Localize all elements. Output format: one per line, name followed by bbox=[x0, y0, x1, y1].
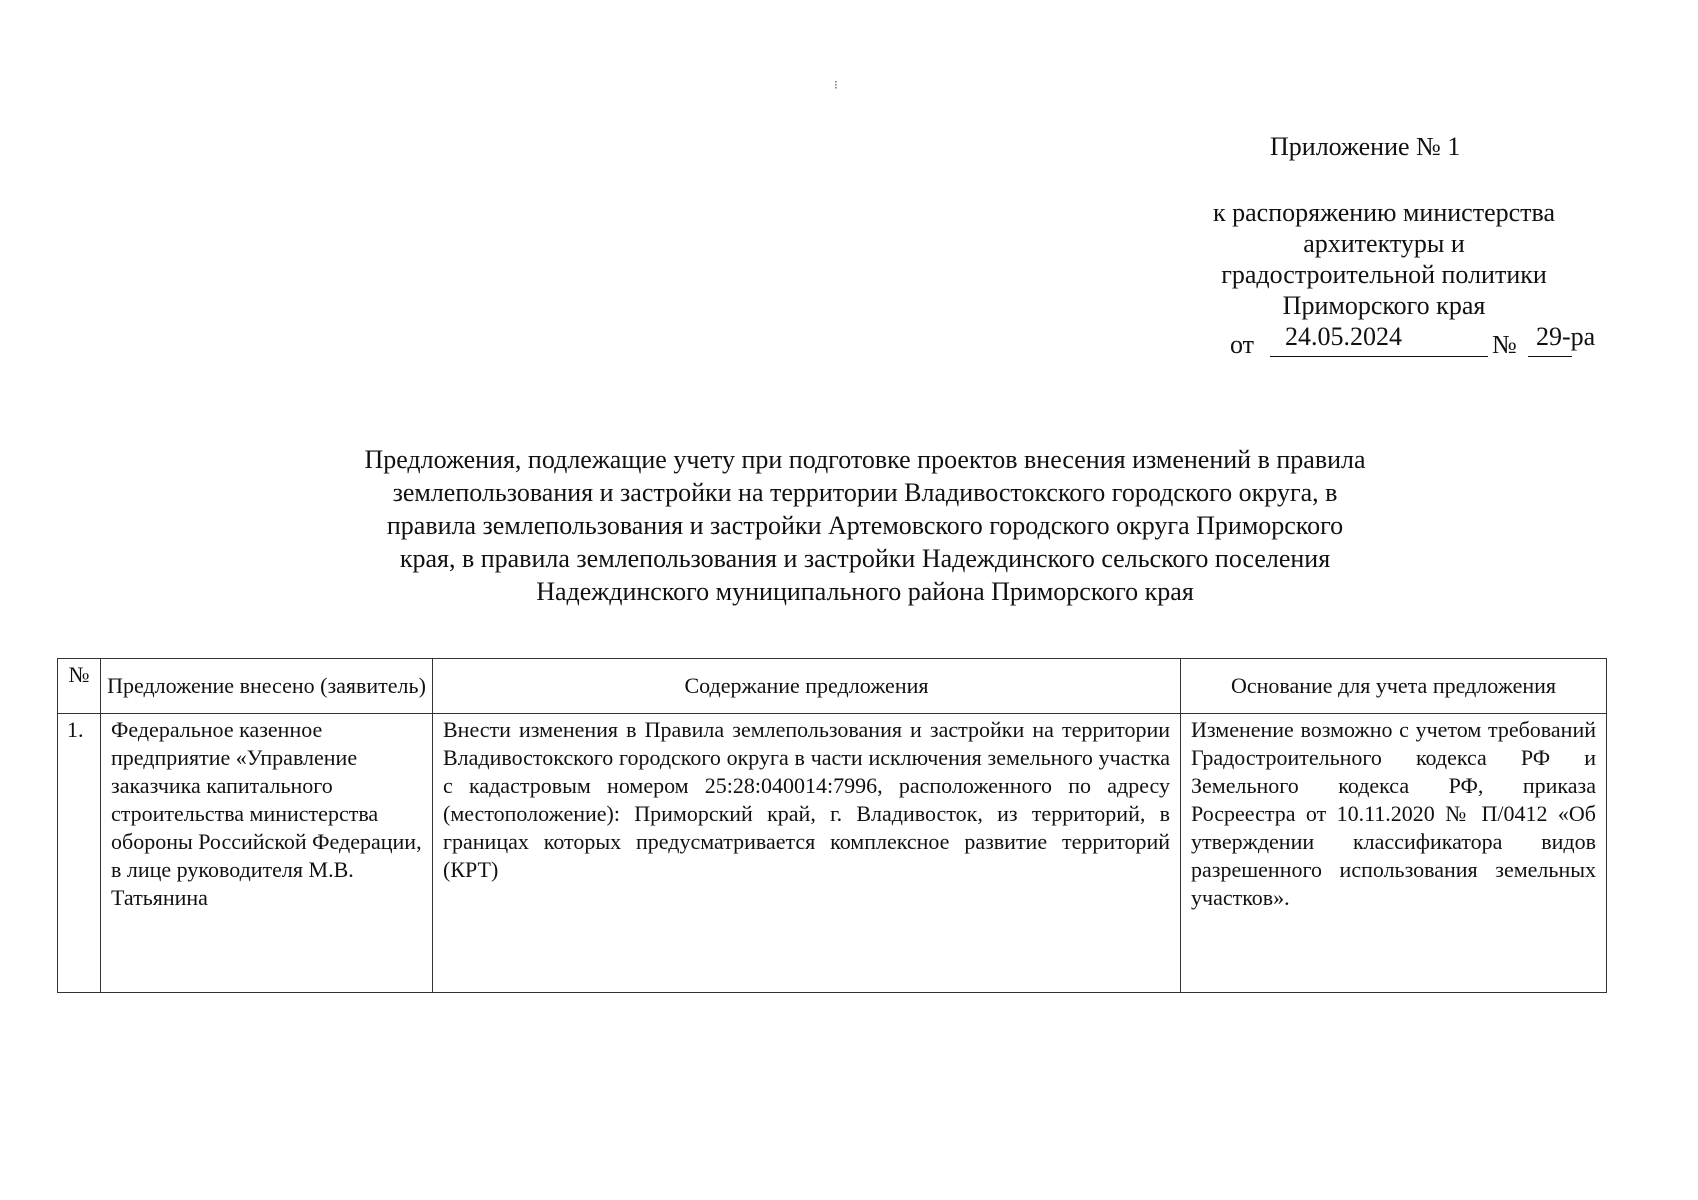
title-line: Надеждинского муниципального района Приморского края bbox=[536, 577, 1194, 606]
document-title bbox=[250, 443, 1480, 608]
title-line: края, в правила землепользования и застройки Надеждинского сельского поселения bbox=[399, 544, 1331, 573]
proposals-table bbox=[57, 658, 1607, 993]
header-content: Содержание предложения bbox=[433, 659, 1181, 714]
appendix-line: Приморского края bbox=[1282, 291, 1486, 320]
row-content: Внести изменения в Правила землепользования и застройки на территории Владивостокского городского округа в части исключения земельного участка с кадастровым номером 25:28:040014:7996, расположенного по адресу (местоположение): Приморский край, г. Владивосток, из территорий, в границах которых предусматривается комплексное развитие территорий (КРТ) bbox=[433, 714, 1181, 993]
appendix-title: Приложение № 1 bbox=[1270, 132, 1461, 161]
header-num: № bbox=[58, 659, 101, 714]
row-basis: Изменение возможно с учетом требований Градостроительного кодекса РФ и Земельного кодекса РФ, приказа Росреестра от 10.11.2020 № П/0412 «Об утверждении классификатора видов разрешенного использования земельных участков». bbox=[1181, 714, 1607, 993]
order-number: 29-ра bbox=[1536, 322, 1596, 351]
title-line: Предложения, подлежащие учету при подготовке проектов внесения изменений в правила bbox=[364, 445, 1366, 474]
table-row bbox=[58, 714, 1607, 993]
header-applicant: Предложение внесено (заявитель) bbox=[101, 659, 433, 714]
number-prefix: № bbox=[1492, 330, 1517, 359]
appendix-line: архитектуры и bbox=[1303, 229, 1465, 258]
appendix-line: градостроительной политики bbox=[1221, 260, 1547, 289]
appendix-line: к распоряжению министерства bbox=[1212, 198, 1555, 227]
row-num: 1. bbox=[58, 714, 101, 993]
date-prefix: от bbox=[1230, 330, 1255, 359]
row-applicant: Федеральное казенное предприятие «Управление заказчика капитального строительства министерства обороны Российской Федерации, в лице руководителя М.В. Татьянина bbox=[101, 714, 433, 993]
scan-mark: ⁝ bbox=[834, 78, 838, 92]
header-basis: Основание для учета предложения bbox=[1181, 659, 1607, 714]
appendix-reference bbox=[1188, 197, 1580, 321]
order-date: 24.05.2024 bbox=[1285, 322, 1402, 351]
table-header-row bbox=[58, 659, 1607, 714]
title-line: правила землепользования и застройки Артемовского городского округа Приморского bbox=[386, 511, 1344, 540]
title-line: землепользования и застройки на территории Владивостокского городского округа, в bbox=[392, 478, 1338, 507]
